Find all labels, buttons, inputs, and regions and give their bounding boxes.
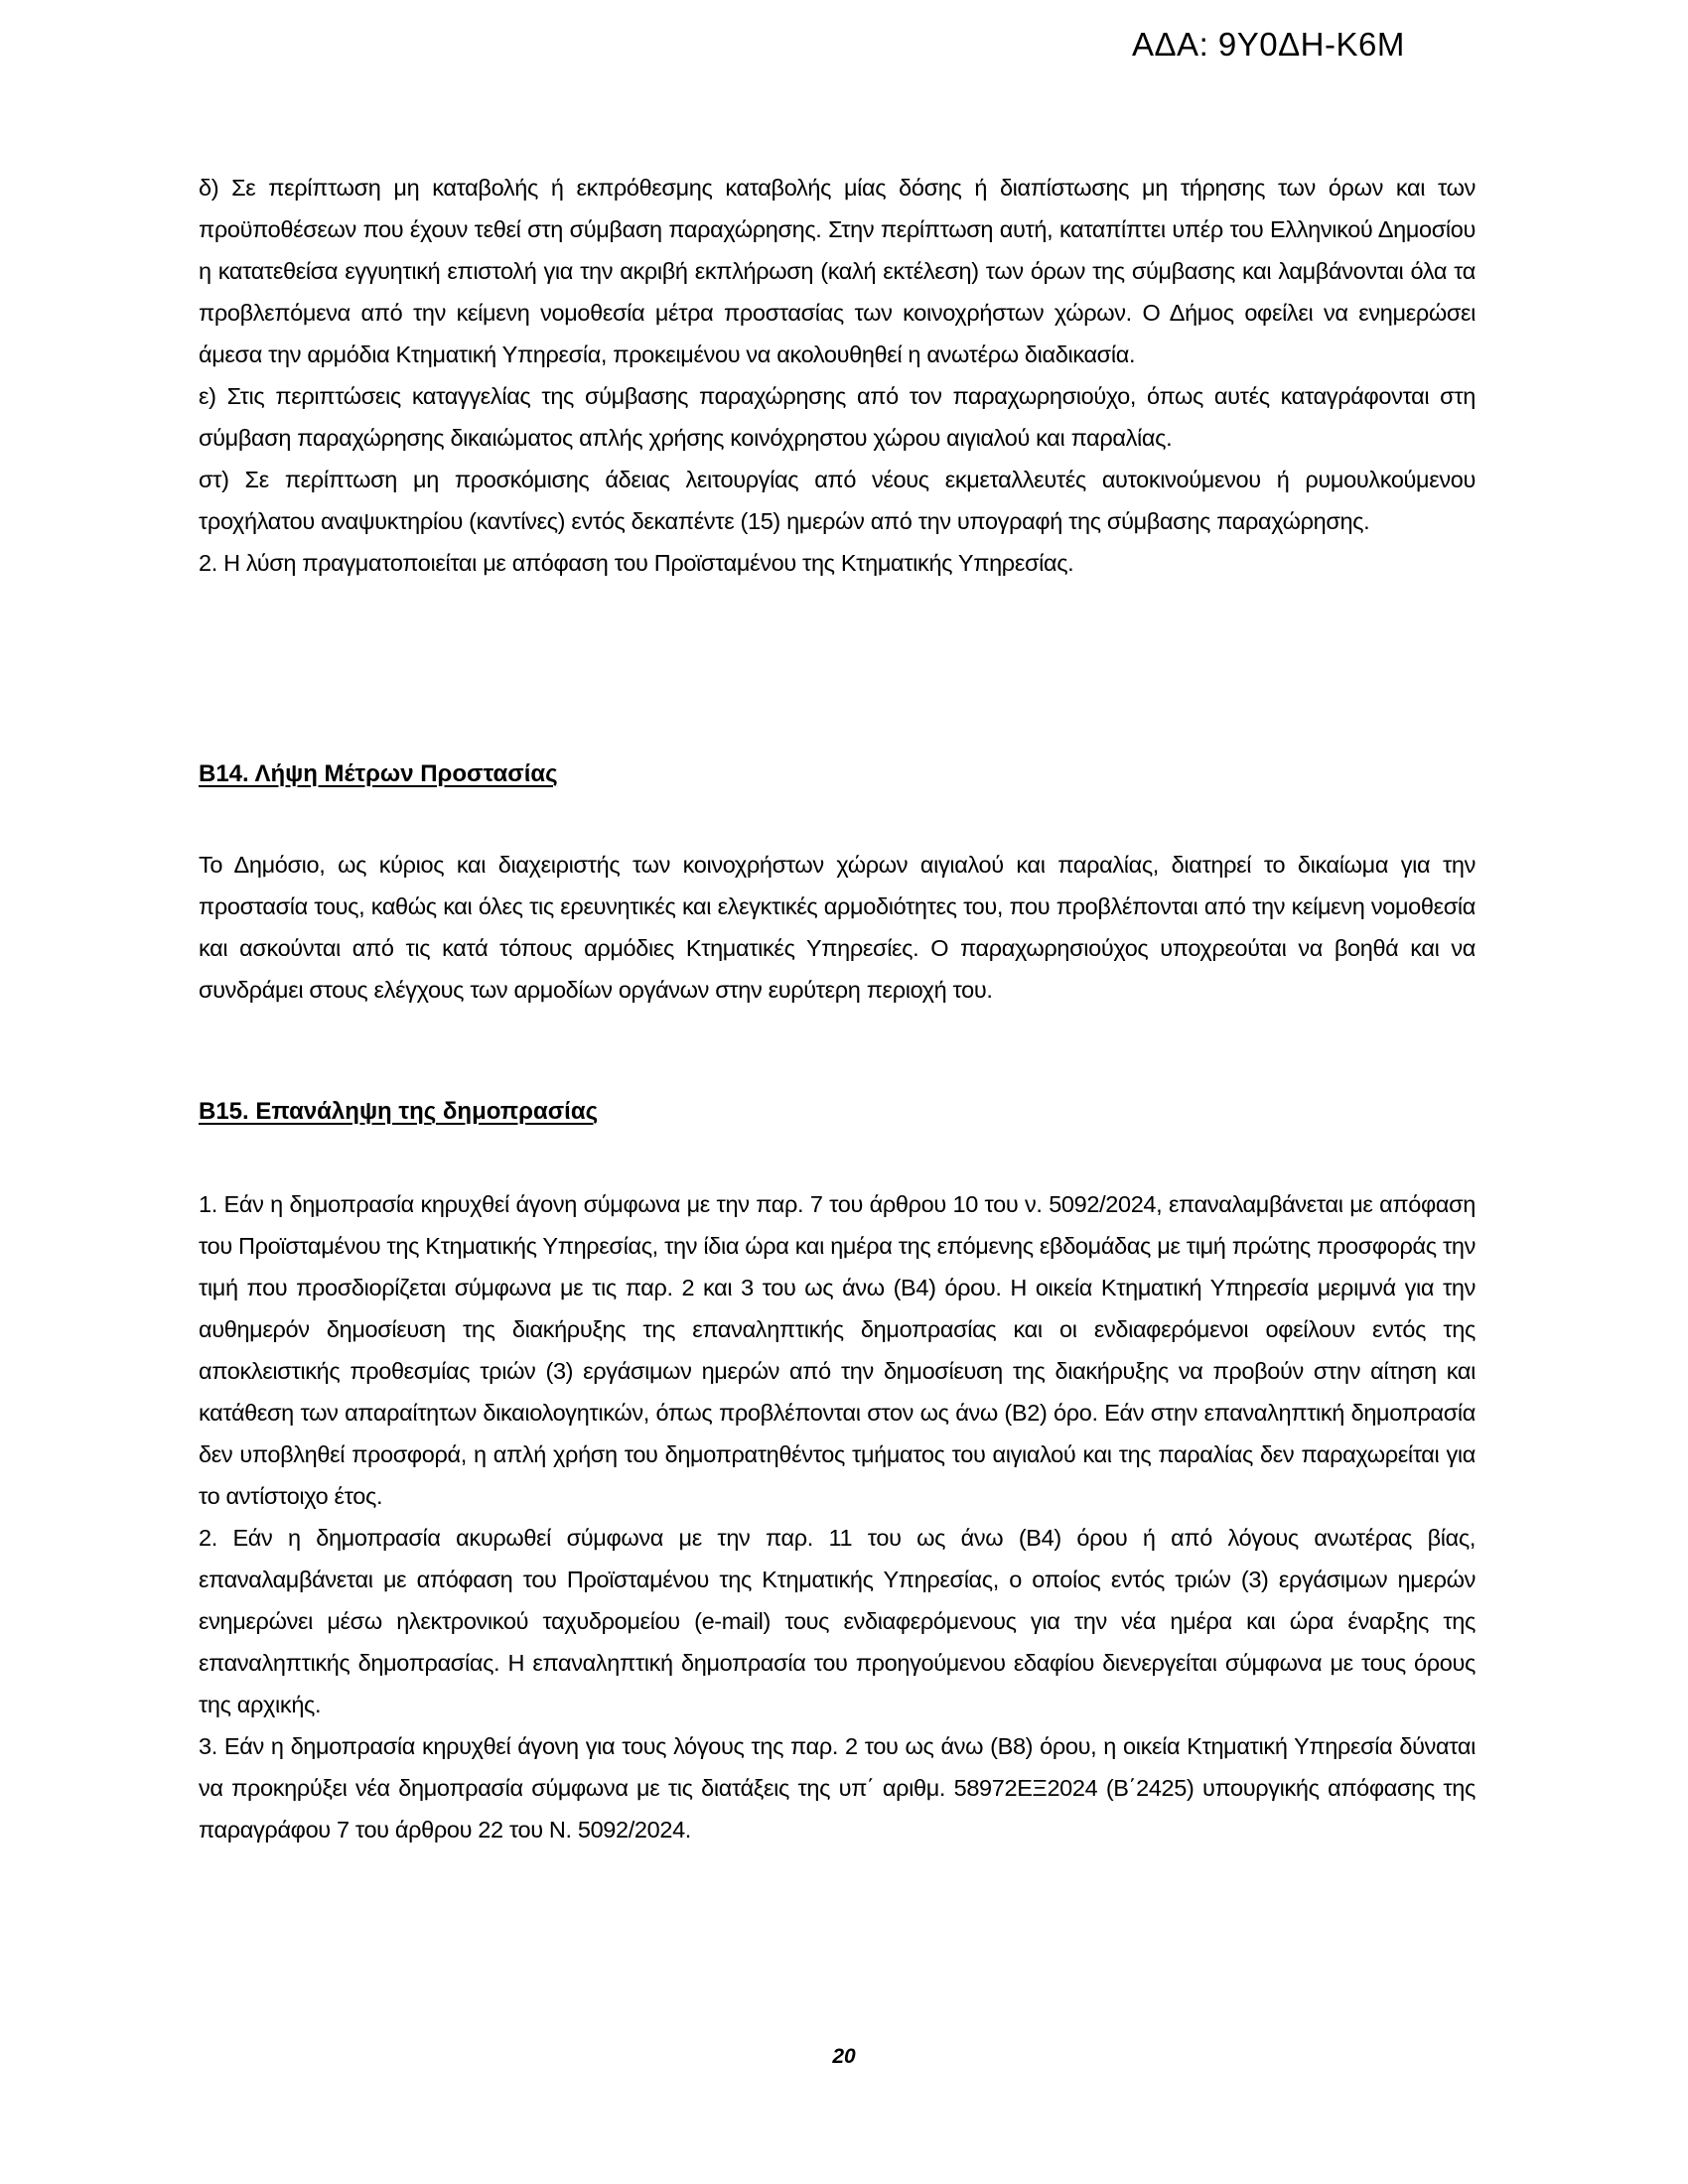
paragraph-st: στ) Σε περίπτωση μη προσκόμισης άδειας λειτουργίας από νέους εκμεταλλευτές αυτοκινούμενου ή ρυμουλκούμενου τροχήλατου αναψυκτηρίου (καντίνες) εντός δεκαπέντε (15) ημερών από την υπογραφή της σύμβασης παραχώρησης. — [199, 467, 1476, 534]
paragraph-d: δ) Σε περίπτωση μη καταβολής ή εκπρόθεσμης καταβολής μίας δόσης ή διαπίστωσης μη τήρησης των όρων και των προϋποθέσεων που έχουν τεθεί στη σύμβαση παραχώρησης. Στην περίπτωση αυτή, καταπίπτει υπέρ του Ελληνικού Δημοσίου η κατατεθείσα εγγυητική επιστολή για την ακριβή εκπλήρωση (καλή εκτέλεση) των όρων της σύμβασης και λαμβάνονται όλα τα προβλεπόμενα από την κείμενη νομοθεσία μέτρα προστασίας των κοινοχρήστων χώρων. Ο Δήμος οφείλει να ενημερώσει άμεσα την αρμόδια Κτηματική Υπηρεσία, προκειμένου να ακολουθηθεί η ανωτέρω διαδικασία. — [199, 175, 1476, 367]
section-b15-body — [199, 1183, 1476, 1850]
paragraph-b14: Το Δημόσιο, ως κύριος και διαχειριστής των κοινοχρήστων χώρων αιγιαλού και παραλίας, διατηρεί το δικαίωμα για την προστασία τους, καθώς και όλες τις ερευνητικές και ελεγκτικές αρμοδιότητες του, που προβλέπονται από την κείμενη νομοθεσία και ασκούνται από τις κατά τόπους αρμόδιες Κτηματικές Υπηρεσίες. Ο παραχωρησιούχος υποχρεούται να βοηθά και να συνδράμει στους ελέγχους των αρμοδίων οργάνων στην ευρύτερη περιοχή του. — [199, 852, 1476, 1003]
paragraph-e: ε) Στις περιπτώσεις καταγγελίας της σύμβασης παραχώρησης από τον παραχωρησιούχο, όπως αυτές καταγράφονται στη σύμβαση παραχώρησης δικαιώματος απλής χρήσης κοινόχρηστου χώρου αιγιαλού και παραλίας. — [199, 383, 1476, 451]
page-number: 20 — [832, 2045, 856, 2068]
paragraph-b15-1: 1. Εάν η δημοπρασία κηρυχθεί άγονη σύμφωνα με την παρ. 7 του άρθρου 10 του ν. 5092/2024, επαναλαμβάνεται με απόφαση του Προϊσταμένου της Κτηματικής Υπηρεσίας, την ίδια ώρα και ημέρα της επόμενης εβδομάδας με τιμή πρώτης προσφοράς την τιμή που προσδιορίζεται σύμφωνα με τις παρ. 2 και 3 του ως άνω (Β4) όρου. Η οικεία Κτηματική Υπηρεσία μεριμνά για την αυθημερόν δημοσίευση της διακήρυξης της επαναληπτικής δημοπρασίας και οι ενδιαφερόμενοι οφείλουν εντός της αποκλειστικής προθεσμίας τριών (3) εργάσιμων ημερών από την δημοσίευση της διακήρυξης να προβούν στην αίτηση και κατάθεση των απαραίτητων δικαιολογητικών, όπως προβλέπονται στον ως άνω (Β2) όρο. Εάν στην επαναληπτική δημοπρασία δεν υποβληθεί προσφορά, η απλή χρήση του δημοπρατηθέντος τμήματος του αιγιαλού και της παραλίας δεν παραχωρείται για το αντίστοιχο έτος. — [199, 1191, 1476, 1509]
section-b14-body — [199, 844, 1476, 1011]
paragraph-termination-decision: 2. Η λύση πραγματοποιείται με απόφαση του Προϊσταμένου της Κτηματικής Υπηρεσίας. — [199, 550, 1074, 576]
paragraph-b15-2: 2. Εάν η δημοπρασία ακυρωθεί σύμφωνα με την παρ. 11 του ως άνω (Β4) όρου ή από λόγους ανωτέρας βίας, επαναλαμβάνεται με απόφαση του Προϊσταμένου της Κτηματικής Υπηρεσίας, ο οποίος εντός τριών (3) εργάσιμων ημερών ενημερώνει μέσω ηλεκτρονικού ταχυδρομείου (e-mail) τους ενδιαφερόμενους για την νέα ημέρα και ώρα έναρξης της επαναληπτικής δημοπρασίας. Η επαναληπτική δημοπρασία του προηγούμενου εδαφίου διενεργείται σύμφωνα με τους όρους της αρχικής. — [199, 1525, 1476, 1717]
paragraph-b15-3: 3. Εάν η δημοπρασία κηρυχθεί άγονη για τους λόγους της παρ. 2 του ως άνω (Β8) όρου, η οικεία Κτηματική Υπηρεσία δύναται να προκηρύξει νέα δημοπρασία σύμφωνα με τις διατάξεις της υπ΄ αριθμ. 58972ΕΞ2024 (Β΄2425) υπουργικής απόφασης της παραγράφου 7 του άρθρου 22 του Ν. 5092/2024. — [199, 1733, 1476, 1843]
heading-b15: Β15. Επανάληψη της δημοπρασίας — [199, 1098, 599, 1125]
section-b13-continued — [199, 167, 1476, 584]
ada-identifier: ΑΔΑ: 9Υ0ΔΗ-Κ6Μ — [1132, 26, 1405, 63]
heading-b14: Β14. Λήψη Μέτρων Προστασίας — [199, 760, 558, 787]
